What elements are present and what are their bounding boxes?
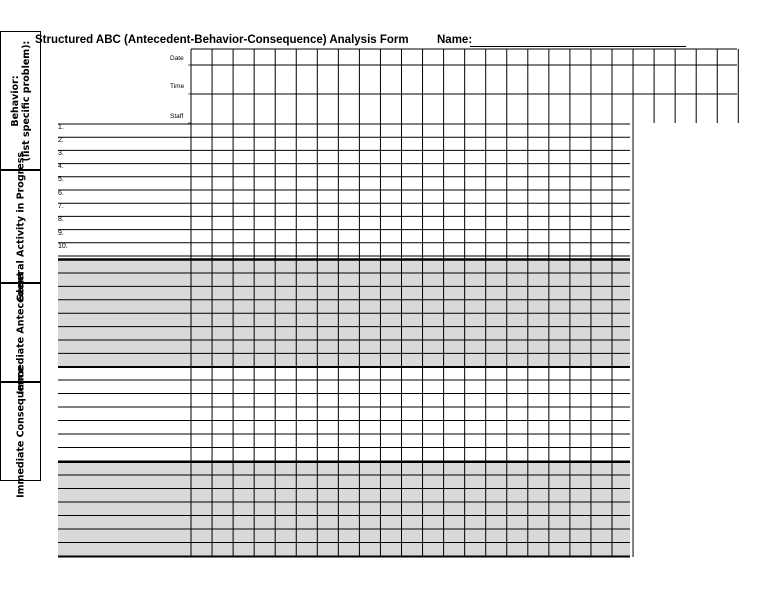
behavior-row-label: 6. bbox=[58, 190, 64, 197]
behavior-row-label: 1. bbox=[58, 124, 64, 131]
behavior-row-label: 8. bbox=[58, 216, 64, 223]
general-activity-label: General Activity in Progress bbox=[15, 151, 26, 302]
behavior-row-label: 10. bbox=[58, 243, 68, 250]
behavior-label-line2: (list specific problem): bbox=[20, 40, 32, 161]
immediate-consequence-label: Immediate Consequence bbox=[15, 365, 26, 498]
behavior-row-label: 5. bbox=[58, 176, 64, 183]
behavior-row-label: 3. bbox=[58, 150, 64, 157]
behavior-row-label: 4. bbox=[58, 163, 64, 170]
form-title: Structured ABC (Antecedent-Behavior-Consequence) Analysis Form bbox=[35, 34, 409, 46]
behavior-row-label: 2. bbox=[58, 137, 64, 144]
date-label: Date bbox=[170, 55, 184, 62]
time-label: Time bbox=[170, 83, 185, 90]
staff-label: Staff bbox=[170, 113, 184, 120]
name-label: Name: bbox=[437, 34, 473, 46]
behavior-label-line1: Behavior: bbox=[9, 74, 21, 127]
immediate-antecedent-label: Immediate Antecedent bbox=[15, 271, 26, 394]
behavior-row-label: 7. bbox=[58, 203, 64, 210]
behavior-row-label: 9. bbox=[58, 230, 64, 237]
